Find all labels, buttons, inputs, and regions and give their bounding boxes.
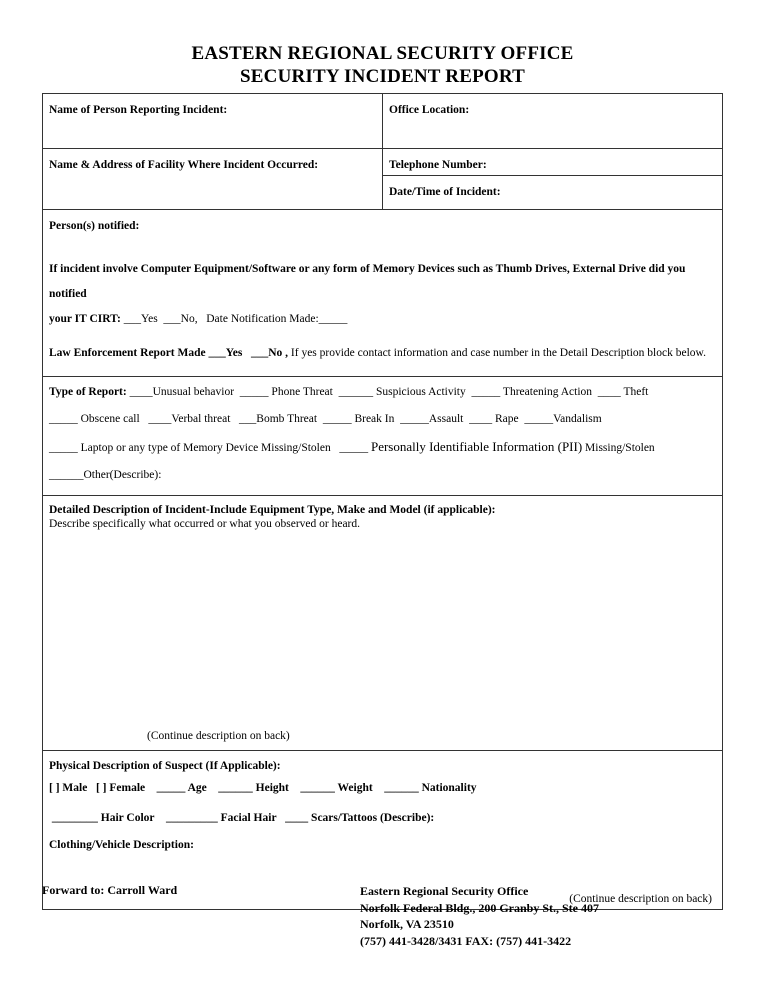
option-phone-threat[interactable]: _____ Phone Threat xyxy=(239,386,333,398)
note-law-enforcement: If yes provide contact information and case number in the Detail Description block below. xyxy=(290,347,706,359)
footer-address-line-1: Norfolk Federal Bldg., 200 Granby St., Ste 407 xyxy=(360,900,599,915)
option-laptop-memory-device[interactable]: _____ Laptop or any type of Memory Device Missing/Stolen xyxy=(49,442,331,454)
footer-address-line-2: Norfolk, VA 23510 xyxy=(360,917,454,931)
type-of-report-row-4 xyxy=(49,462,714,489)
option-pii-label: Personally Identifiable Information (PII) xyxy=(370,439,583,454)
field-date-time-of-incident[interactable] xyxy=(383,175,722,209)
label-it-cirt-question: If incident involve Computer Equipment/Software or any form of Memory Devices such as Thumb Drives, External Drive did you notified xyxy=(49,263,686,300)
note-continue-on-back-physical: (Continue description on back) xyxy=(569,893,712,905)
field-name-of-person-reporting[interactable] xyxy=(43,94,383,148)
label-name-of-person-reporting: Name of Person Reporting Incident: xyxy=(49,104,228,116)
label-clothing-vehicle-description: Clothing/Vehicle Description: xyxy=(49,839,194,851)
reporter-row xyxy=(43,94,722,148)
type-of-report-row-3 xyxy=(49,433,714,462)
checkbox-female[interactable]: [ ] Female xyxy=(95,782,146,794)
footer-phone-fax: (757) 441-3428/3431 FAX: (757) 441-3422 xyxy=(360,933,572,948)
blank-it-cirt-yes[interactable]: ___Yes xyxy=(123,313,158,325)
forward-to-block xyxy=(42,883,360,949)
label-it-cirt: your IT CIRT: xyxy=(49,313,121,325)
field-nationality[interactable]: ______ Nationality xyxy=(384,782,477,794)
field-office-location[interactable] xyxy=(383,94,722,148)
type-of-report-section xyxy=(43,376,722,495)
checkbox-male[interactable]: [ ] Male xyxy=(49,782,88,794)
title-line-2: SECURITY INCIDENT REPORT xyxy=(240,66,525,87)
option-other-describe[interactable]: ______Other(Describe): xyxy=(49,469,162,481)
option-theft[interactable]: ____ Theft xyxy=(597,386,649,398)
option-bomb-threat[interactable]: ___Bomb Threat xyxy=(239,413,318,425)
type-of-report-row-2 xyxy=(49,406,714,433)
form-footer xyxy=(42,883,723,949)
field-telephone-number[interactable] xyxy=(383,149,722,175)
field-facility-name-address[interactable] xyxy=(43,149,383,209)
option-unusual-behavior[interactable]: ____Unusual behavior xyxy=(129,386,235,398)
option-obscene-call[interactable]: _____ Obscene call xyxy=(49,413,140,425)
option-pii-tail: Missing/Stolen xyxy=(585,442,655,454)
label-office-location: Office Location: xyxy=(389,104,470,116)
label-physical-description: Physical Description of Suspect (If Applicable): xyxy=(49,760,281,772)
physical-description-row-1 xyxy=(49,773,714,803)
option-vandalism[interactable]: _____Vandalism xyxy=(524,413,602,425)
label-date-time-of-incident: Date/Time of Incident: xyxy=(389,186,501,198)
description-bottom-spacer xyxy=(49,742,714,750)
option-suspicious-activity[interactable]: ______ Suspicious Activity xyxy=(338,386,466,398)
option-assault[interactable]: _____Assault xyxy=(400,413,464,425)
option-rape[interactable]: ____ Rape xyxy=(469,413,519,425)
detailed-description-section xyxy=(43,495,722,750)
page-title xyxy=(42,42,723,88)
notification-spacer xyxy=(49,233,714,257)
law-spacer xyxy=(49,332,714,346)
footer-office-name: Eastern Regional Security Office xyxy=(360,884,529,898)
facility-row xyxy=(43,148,722,209)
label-forward-to: Forward to: Carroll Ward xyxy=(42,883,178,897)
detailed-description-input-area[interactable] xyxy=(49,532,714,730)
it-cirt-question-block xyxy=(49,257,714,332)
label-telephone-number: Telephone Number: xyxy=(389,159,487,171)
blank-it-cirt-date[interactable]: Date Notification Made:_____ xyxy=(206,313,348,325)
physical-description-row-2 xyxy=(49,803,714,833)
notification-section xyxy=(43,209,722,376)
field-weight[interactable]: ______ Weight xyxy=(300,782,373,794)
field-scars-tattoos[interactable]: ____ Scars/Tattoos (Describe): xyxy=(285,812,435,824)
notification-bottom-spacer xyxy=(49,360,714,368)
subtext-detailed-description: Describe specifically what occurred or what you observed or heard. xyxy=(49,518,361,530)
option-threatening-action[interactable]: _____ Threatening Action xyxy=(471,386,593,398)
field-hair-color[interactable]: ________ Hair Color xyxy=(51,812,155,824)
field-facial-hair[interactable]: _________ Facial Hair xyxy=(166,812,277,824)
field-height[interactable]: ______ Height xyxy=(218,782,289,794)
field-age[interactable]: _____ Age xyxy=(156,782,207,794)
label-law-enforcement: Law Enforcement Report Made xyxy=(49,347,206,359)
option-pii-blank[interactable]: _____ xyxy=(339,442,369,454)
law-enforcement-block xyxy=(49,346,714,360)
label-facility-name-address: Name & Address of Facility Where Incident Occurred: xyxy=(49,159,319,171)
title-line-1: EASTERN REGIONAL SECURITY OFFICE xyxy=(191,43,574,64)
office-address-block xyxy=(360,883,723,949)
option-break-in[interactable]: _____ Break In xyxy=(322,413,395,425)
blank-law-enforcement-yes[interactable]: ___Yes xyxy=(208,347,243,359)
blank-law-enforcement-no[interactable]: ___No , xyxy=(250,347,289,359)
option-verbal-threat[interactable]: ____Verbal threat xyxy=(148,413,231,425)
incident-report-form xyxy=(42,93,723,910)
label-type-of-report: Type of Report: xyxy=(49,386,127,398)
blank-it-cirt-no[interactable]: ___No, xyxy=(163,313,198,325)
type-of-report-row-1 xyxy=(49,379,714,406)
contact-stack xyxy=(383,149,722,209)
label-persons-notified: Person(s) notified: xyxy=(49,220,140,232)
label-detailed-description: Detailed Description of Incident-Include Equipment Type, Make and Model (if applicable): xyxy=(49,504,496,516)
note-continue-on-back-description: (Continue description on back) xyxy=(147,730,290,742)
